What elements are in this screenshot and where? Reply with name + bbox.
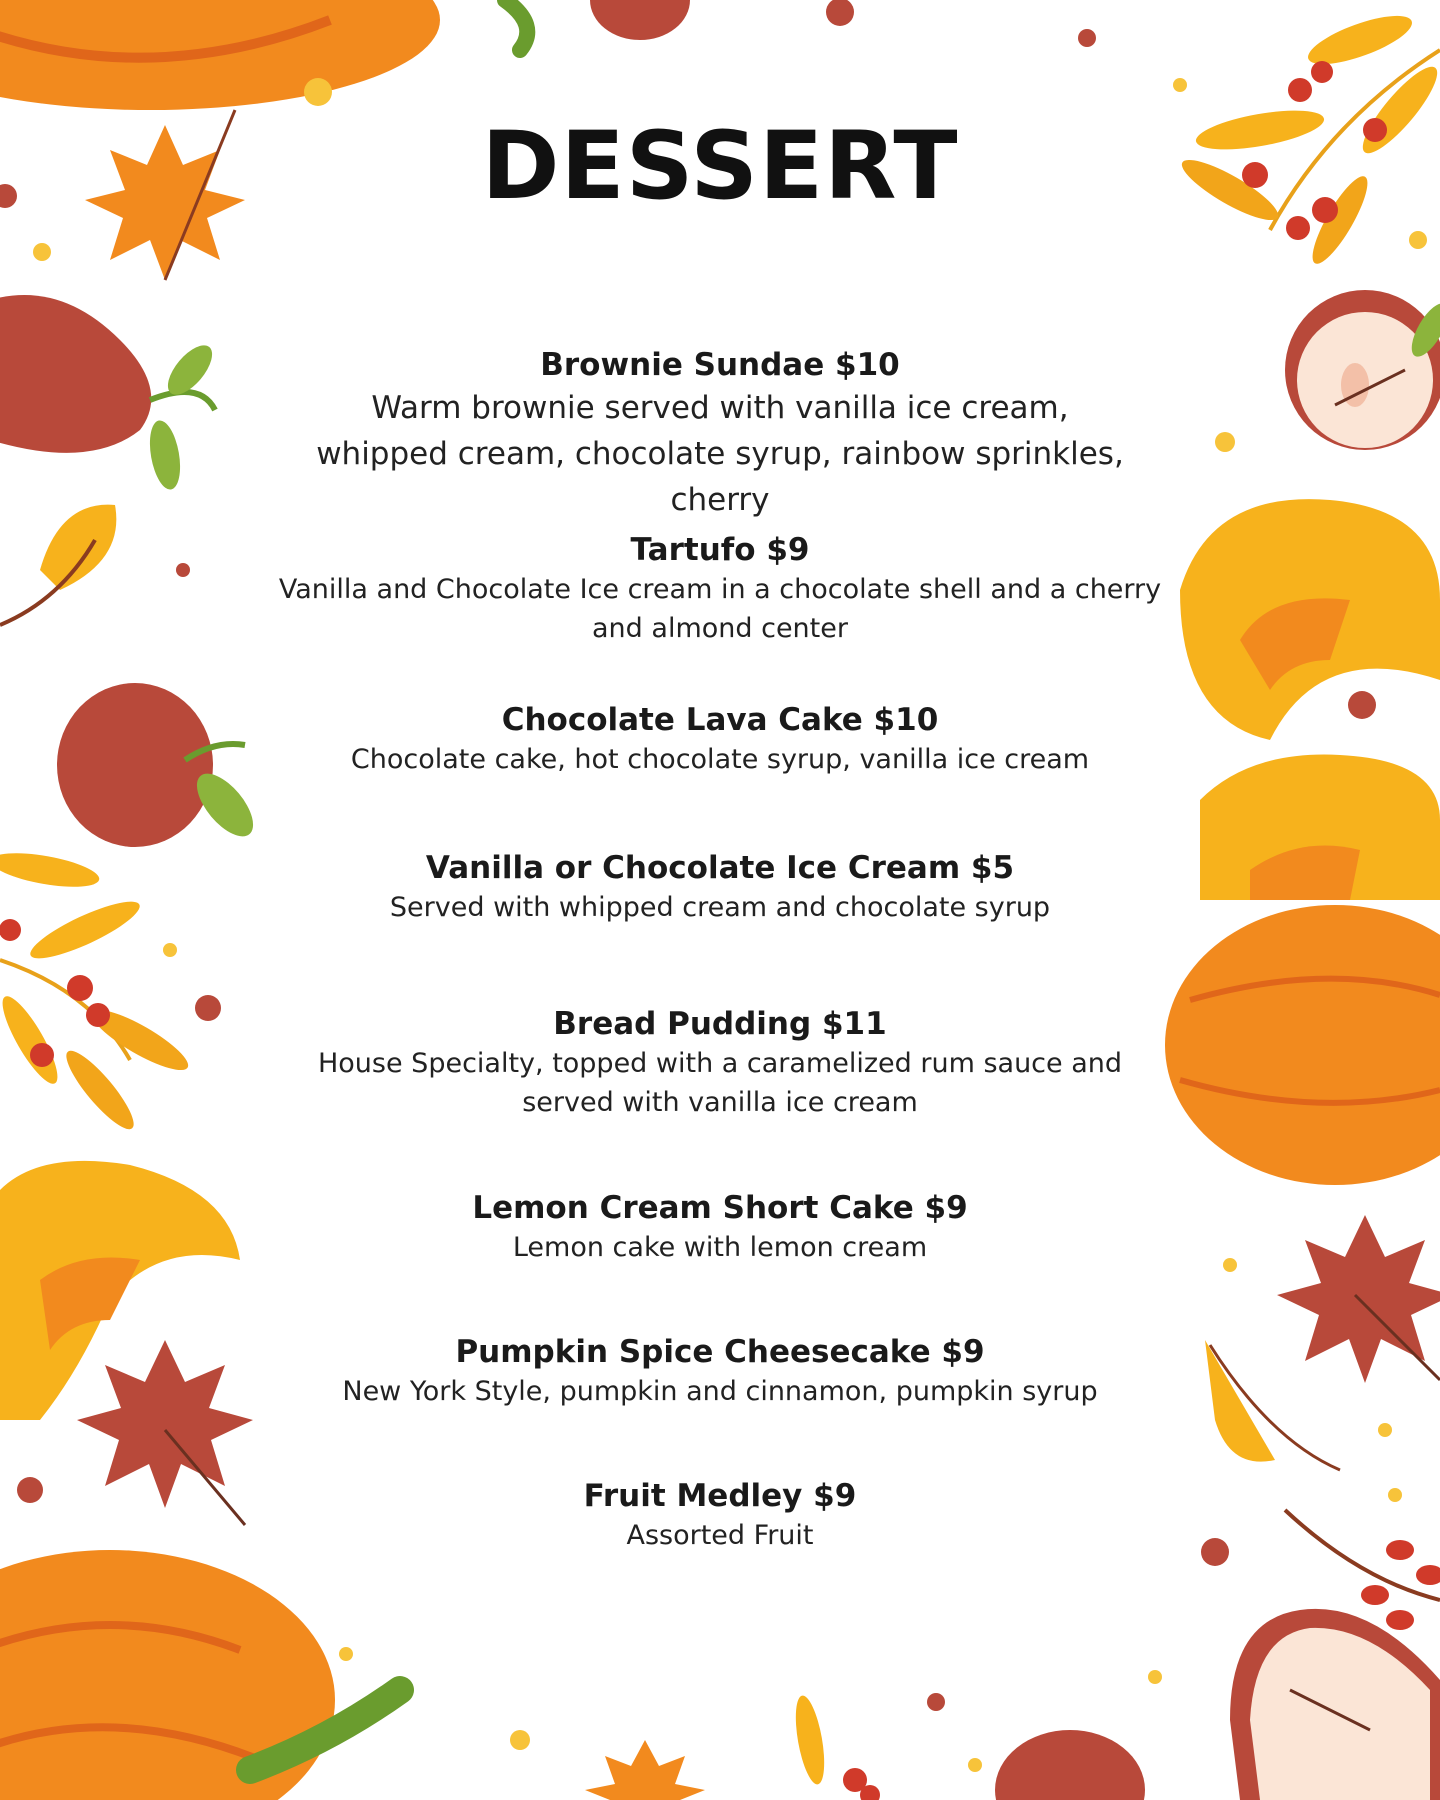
menu-item-description: Assorted Fruit	[626, 1520, 814, 1551]
menu-item-name: Brownie Sundae $10	[540, 347, 900, 383]
menu-item-description: Warm brownie served with vanilla ice cream, whipped cream, chocolate syrup, rainbow sprinkles, cherry	[316, 390, 1124, 518]
menu-item	[270, 1476, 1170, 1555]
menu-item-description: Lemon cake with lemon cream	[512, 1232, 928, 1263]
menu-item	[270, 1188, 1170, 1267]
menu-item	[270, 1332, 1170, 1411]
menu-item	[270, 1004, 1170, 1122]
menu-item-description: Chocolate cake, hot chocolate syrup, vanilla ice cream	[350, 744, 1090, 775]
menu-item-description: New York Style, pumpkin and cinnamon, pumpkin syrup	[342, 1376, 1098, 1407]
menu-item-name: Fruit Medley $9	[583, 1478, 857, 1514]
menu-item-name: Vanilla or Chocolate Ice Cream $5	[425, 850, 1015, 886]
menu-item	[270, 530, 1170, 648]
menu-item-description: House Specialty, topped with a caramelized rum sauce and served with vanilla ice cream	[317, 1048, 1123, 1118]
menu-item-name: Bread Pudding $11	[553, 1006, 887, 1042]
menu-item-name: Pumpkin Spice Cheesecake $9	[455, 1334, 985, 1370]
menu-item-description: Vanilla and Chocolate Ice cream in a chocolate shell and a cherry and almond center	[278, 574, 1162, 644]
menu-item-name: Lemon Cream Short Cake $9	[472, 1190, 968, 1226]
menu-title: DESSERT	[481, 112, 959, 221]
menu-item-description: Served with whipped cream and chocolate syrup	[389, 892, 1051, 923]
menu-item	[270, 700, 1170, 779]
menu-item-name: Chocolate Lava Cake $10	[501, 702, 939, 738]
menu-item	[270, 345, 1170, 523]
menu-item	[270, 848, 1170, 927]
menu-item-name: Tartufo $9	[630, 532, 810, 568]
